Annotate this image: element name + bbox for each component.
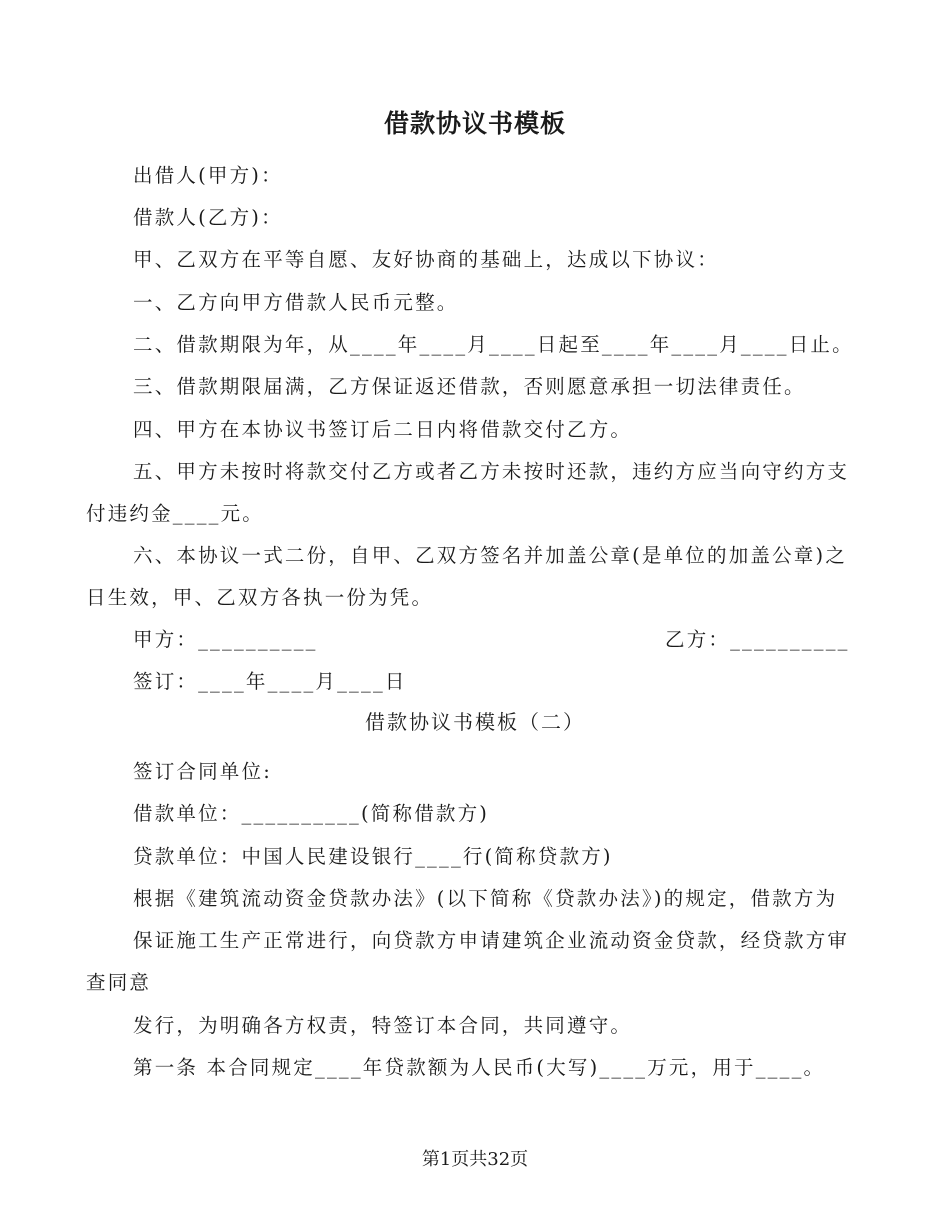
clause-6-line-2: 日生效，甲、乙双方各执一份为凭。 [86, 586, 434, 609]
clause-2: 二、借款期限为年，从____年____月____日起至____年____月____日止。 [133, 333, 854, 356]
clause-6-line-1: 六、本协议一式二份，自甲、乙双方签名并加盖公章(是单位的加盖公章)之 [133, 544, 848, 567]
clause-5-line-1: 五、甲方未按时将款交付乙方或者乙方未按时还款，违约方应当向守约方支 [133, 460, 850, 483]
clause-3: 三、借款期限届满，乙方保证返还借款，否则愿意承担一切法律责任。 [133, 375, 806, 398]
signature-party-b: 乙方：__________ [665, 628, 850, 651]
page-footer: 第1页共32页 [421, 1149, 529, 1170]
basis-line-3: 查同意 [86, 971, 152, 994]
paragraph-borrower: 借款人(乙方)： [133, 206, 283, 229]
clause-4: 四、甲方在本协议书签订后二日内将借款交付乙方。 [133, 418, 633, 441]
basis-line-2: 保证施工生产正常进行，向贷款方申请建筑企业流动资金贷款，经贷款方审 [133, 929, 850, 952]
signature-date: 签订：____年____月____日 [133, 670, 407, 693]
signature-party-a: 甲方：__________ [133, 628, 318, 651]
article-1: 第一条 本合同规定____年贷款额为人民币(大写)____万元，用于____。 [133, 1056, 826, 1079]
basis-line-1: 根据《建筑流动资金贷款办法》(以下简称《贷款办法》)的规定，借款方为 [133, 887, 838, 910]
contract-parties: 签订合同单位: [133, 760, 272, 783]
clause-1: 一、乙方向甲方借款人民币元整。 [133, 291, 459, 314]
document-title: 借款协议书模板 [383, 109, 566, 138]
clause-5-line-2: 付违约金____元。 [86, 502, 265, 525]
paragraph-lender: 出借人(甲方)： [133, 164, 283, 187]
basis-line-4: 发行，为明确各方权责，特签订本合同，共同遵守。 [133, 1014, 633, 1037]
lending-unit: 贷款单位：中国人民建设银行____行(简称贷款方) [133, 845, 613, 868]
paragraph-intro: 甲、乙双方在平等自愿、友好协商的基础上，达成以下协议： [133, 248, 719, 271]
borrowing-unit: 借款单位：__________(简称借款方) [133, 802, 490, 825]
section-title-2: 借款协议书模板（二） [365, 710, 585, 734]
